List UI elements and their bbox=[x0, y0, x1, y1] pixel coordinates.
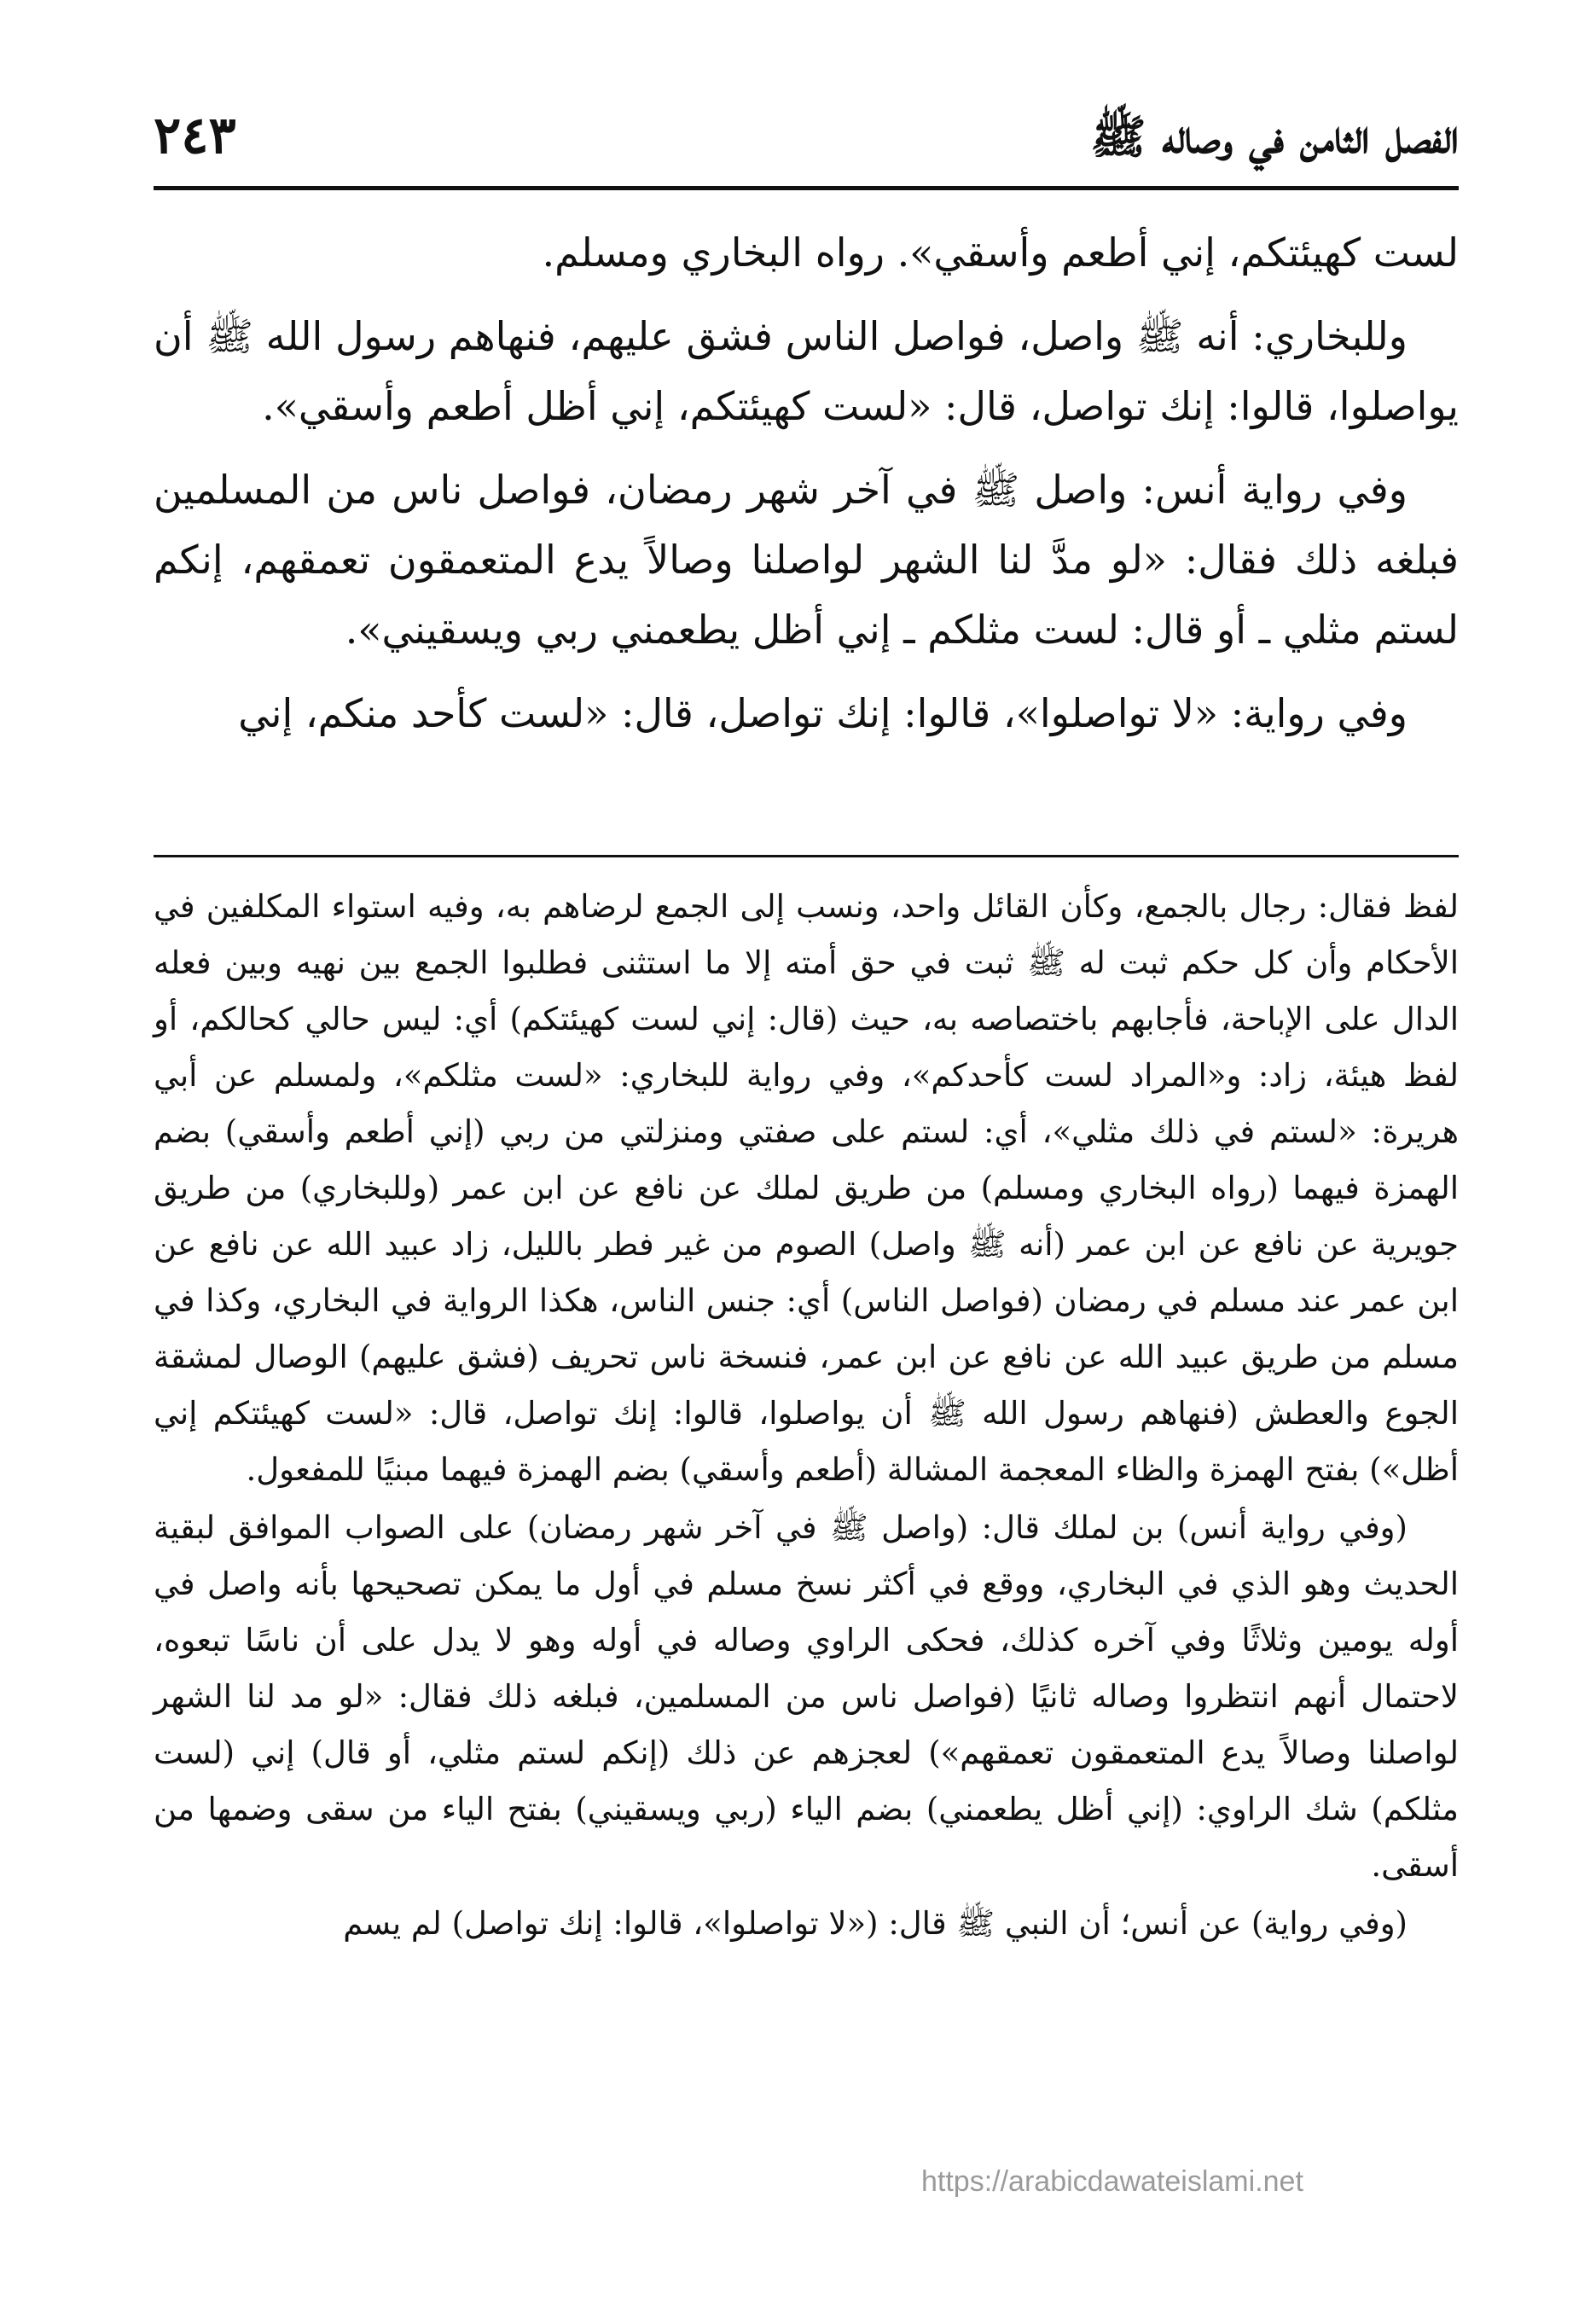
main-paragraph: وللبخاري: أنه ﷺ واصل، فواصل الناس فشق عليهم، فنهاهم رسول الله ﷺ أن يواصلوا، قالوا: إنك تواصل، قال: «لست كهيئتكم، إني أظل أطعم وأسقي». bbox=[154, 313, 1459, 429]
main-text bbox=[154, 218, 1459, 762]
footnote-rule bbox=[154, 855, 1459, 857]
main-paragraph: وفي رواية أنس: واصل ﷺ في آخر شهر رمضان، فواصل ناس من المسلمين فبلغه ذلك فقال: «لو مدَّ لنا الشهر لواصلنا وصالاً يدع المتعمقون تعمقهم، إنكم لستم مثلي ـ أو قال: لست مثلكم ـ إني أظل يطعمني ربي ويسقيني». bbox=[154, 467, 1459, 653]
running-title: الفصل الثامن في وصاله ﷺ bbox=[1090, 109, 1459, 164]
page-header bbox=[154, 102, 1459, 179]
header-rule bbox=[154, 186, 1459, 190]
page-number: ٢٤٣ bbox=[154, 106, 236, 166]
footnote-paragraph: لفظ فقال: رجال بالجمع، وكأن القائل واحد، ونسب إلى الجمع لرضاهم به، وفيه استواء المكلفين في الأحكام وأن كل حكم ثبت له ﷺ ثبت في حق أمته إلا ما استثنى فطلبوا الجمع بين نهيه وبين فعله الدال على الإباحة، فأجابهم باختصاصه به، حيث (قال: إني لست كهيئتكم) أي: ليس حالي كحالكم، أو لفظ هيئة، زاد: و«المراد لست كأحدكم»، وفي رواية للبخاري: «لست مثلكم»، ولمسلم عن أبي هريرة: «لستم في ذلك مثلي»، أي: لستم على صفتي ومنزلتي من ربي (إني أطعم وأسقي) بضم الهمزة فيهما (رواه البخاري ومسلم) من طريق لملك عن نافع عن ابن عمر (وللبخاري) من طريق جويرية عن نافع عن ابن عمر (أنه ﷺ واصل) الصوم من غير فطر بالليل، زاد عبيد الله عن نافع عن ابن عمر عند مسلم في رمضان (فواصل الناس) أي: جنس الناس، هكذا الرواية في البخاري، وكذا في مسلم من طريق عبيد الله عن نافع عن ابن عمر، فنسخة ناس تحريف (فشق عليهم) الوصال لمشقة الجوع والعطش (فنهاهم رسول الله ﷺ أن يواصلوا، قالوا: إنك تواصل، قال: «لست كهيئتكم إني أظل») بفتح الهمزة والظاء المعجمة المشالة (أطعم وأسقي) بضم الهمزة فيهما مبنيًا للمفعول. bbox=[154, 888, 1459, 1488]
footnote-paragraph: (وفي رواية) عن أنس؛ أن النبي ﷺ قال: («لا تواصلوا»، قالوا: إنك تواصل) لم يسم bbox=[343, 1905, 1408, 1942]
main-paragraph: وفي رواية: «لا تواصلوا»، قالوا: إنك تواصل، قال: «لست كأحد منكم، إني bbox=[238, 690, 1408, 736]
watermark-url: https://arabicdawateislami.net bbox=[921, 2165, 1303, 2198]
footnote-paragraph: (وفي رواية أنس) بن لملك قال: (واصل ﷺ في آخر شهر رمضان) على الصواب الموافق لبقية الحديث وهو الذي في البخاري، ووقع في أكثر نسخ مسلم في أول ما يمكن تصحيحها بأنه واصل في أوله يومين وثلاثًا وفي آخره كذلك، فحكى الراوي وصاله في أوله وهو لا يدل على أن ناسًا تبعوه، لاحتمال أنهم انتظروا وصاله ثانيًا (فواصل ناس من المسلمين، فبلغه ذلك فقال: «لو مد لنا الشهر لواصلنا وصالاً يدع المتعمقون تعمقهم») لعجزهم عن ذلك (إنكم لستم مثلي، أو قال) إني (لست مثلكم) شك الراوي: (إني أظل يطعمني) بضم الياء (ربي ويسقيني) بفتح الياء من سقى وضمها من أسقى. bbox=[154, 1509, 1459, 1884]
main-paragraph: لست كهيئتكم، إني أطعم وأسقي». رواه البخاري ومسلم. bbox=[542, 229, 1459, 276]
commentary-footnotes bbox=[154, 879, 1459, 1954]
